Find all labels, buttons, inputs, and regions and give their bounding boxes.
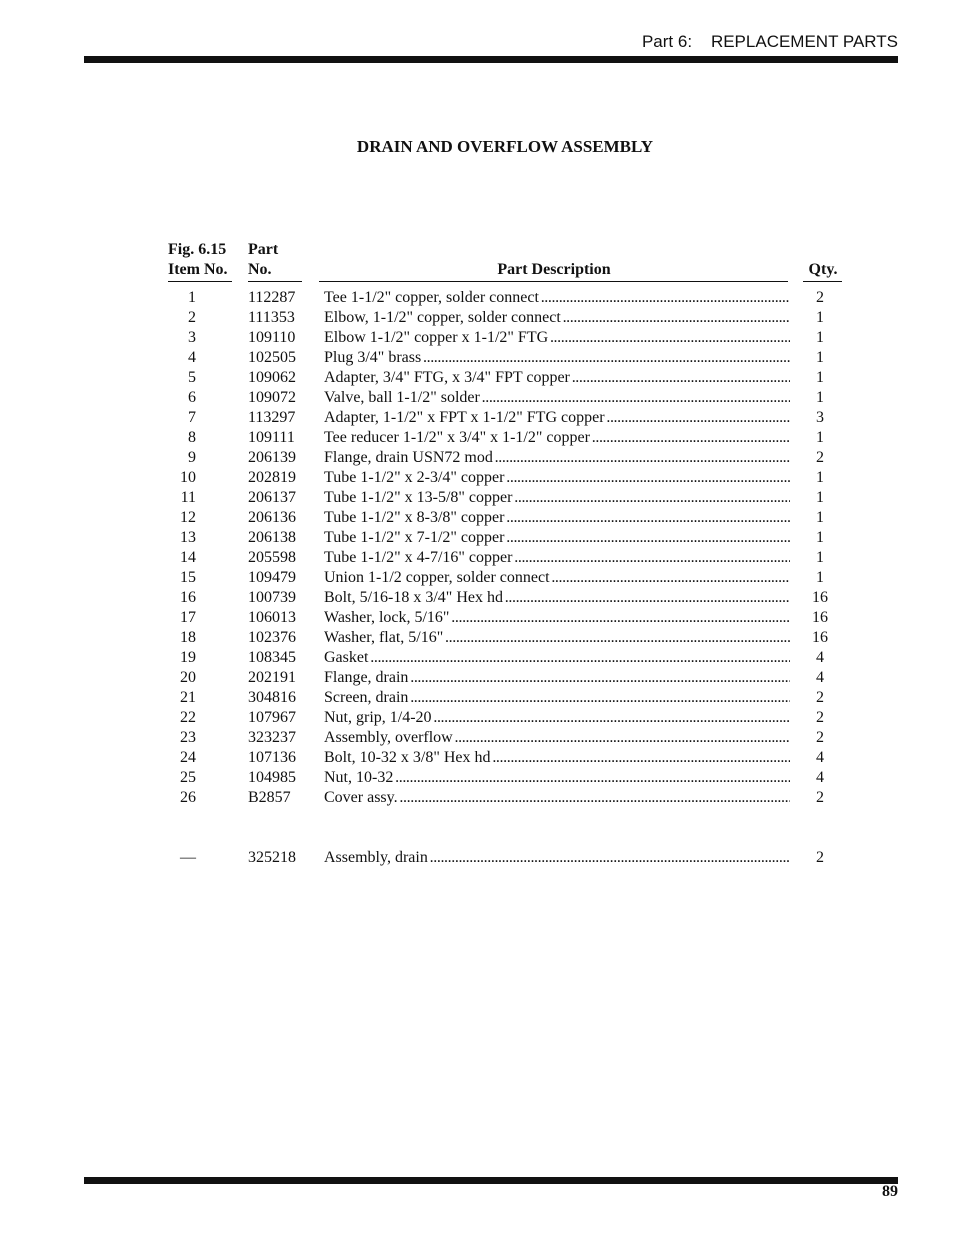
item-number: 24 — [180, 749, 196, 766]
part-header-underline — [248, 281, 302, 282]
quantity: 2 — [816, 789, 824, 806]
item-number: 3 — [188, 329, 196, 346]
item-number: 5 — [188, 369, 196, 386]
quantity: 1 — [816, 369, 824, 386]
item-number: 21 — [180, 689, 196, 706]
part-number: 109479 — [248, 569, 296, 586]
part-description: Nut, 10-32 . . . — [324, 768, 790, 788]
part-description: Tee reducer 1-1/2" x 3/4" x 1-1/2" copper . . . — [324, 428, 790, 448]
item-number: — — [180, 849, 196, 866]
table-row — [0, 368, 954, 388]
part-number: 107967 — [248, 709, 296, 726]
table-row — [0, 488, 954, 508]
part-number: 206137 — [248, 489, 296, 506]
item-number: 7 — [188, 409, 196, 426]
quantity: 1 — [816, 509, 824, 526]
part-description: Assembly, overflow . . . — [324, 728, 790, 748]
part-number: 206136 — [248, 509, 296, 526]
quantity: 1 — [816, 329, 824, 346]
table-row — [0, 328, 954, 348]
item-header-underline — [168, 281, 232, 282]
quantity: 2 — [816, 709, 824, 726]
table-row — [0, 588, 954, 608]
quantity: 16 — [812, 629, 828, 646]
table-row — [0, 628, 954, 648]
page-number: 89 — [882, 1183, 898, 1200]
part-description: Washer, lock, 5/16" . . . — [324, 608, 790, 628]
quantity: 4 — [816, 649, 824, 666]
section-header: Part 6: REPLACEMENT PARTS — [641, 32, 898, 51]
item-number: 16 — [180, 589, 196, 606]
item-number: 2 — [188, 309, 196, 326]
quantity: 2 — [816, 449, 824, 466]
table-row — [0, 728, 954, 748]
part-number: 102505 — [248, 349, 296, 366]
part-number: 325218 — [248, 849, 296, 866]
part-description: Bolt, 10-32 x 3/8" Hex hd . . . — [324, 748, 790, 768]
part-number: 102376 — [248, 629, 296, 646]
part-description: Tube 1-1/2" x 13-5/8" copper . . . — [324, 488, 790, 508]
table-row — [0, 688, 954, 708]
quantity: 4 — [816, 669, 824, 686]
quantity: 4 — [816, 749, 824, 766]
table-row-assembly — [0, 848, 954, 868]
item-number: 19 — [180, 649, 196, 666]
item-number: 10 — [180, 469, 196, 486]
quantity: 16 — [812, 589, 828, 606]
part-number: 202819 — [248, 469, 296, 486]
part-description: Elbow, 1-1/2" copper, solder connect . . . — [324, 308, 790, 328]
description-column-header: Part Description — [497, 261, 611, 278]
part-header-line2: No. — [248, 261, 272, 278]
item-number: 25 — [180, 769, 196, 786]
quantity: 1 — [816, 309, 824, 326]
part-description: Gasket . . . — [324, 648, 790, 668]
table-row — [0, 468, 954, 488]
part-description: Flange, drain . . . — [324, 668, 790, 688]
table-row — [0, 548, 954, 568]
table-row — [0, 508, 954, 528]
quantity: 4 — [816, 769, 824, 786]
item-number: 17 — [180, 609, 196, 626]
table-row — [0, 408, 954, 428]
item-number: 15 — [180, 569, 196, 586]
item-number: 22 — [180, 709, 196, 726]
part-number: 106013 — [248, 609, 296, 626]
footer-rule — [84, 1177, 898, 1184]
table-row — [0, 748, 954, 768]
table-row — [0, 288, 954, 308]
quantity: 2 — [816, 729, 824, 746]
item-number: 20 — [180, 669, 196, 686]
item-number: 12 — [180, 509, 196, 526]
part-number: 108345 — [248, 649, 296, 666]
quantity: 1 — [816, 529, 824, 546]
page-title: DRAIN AND OVERFLOW ASSEMBLY — [356, 137, 654, 156]
part-column-header — [248, 240, 278, 280]
table-row — [0, 448, 954, 468]
qty-header-underline — [803, 281, 842, 282]
part-number: 304816 — [248, 689, 296, 706]
part-description: Bolt, 5/16-18 x 3/4" Hex hd . . . — [324, 588, 790, 608]
part-description: Tube 1-1/2" x 4-7/16" copper . . . — [324, 548, 790, 568]
item-number: 6 — [188, 389, 196, 406]
part-number: B2857 — [248, 789, 291, 806]
part-number: 206138 — [248, 529, 296, 546]
part-description: Adapter, 3/4" FTG, x 3/4" FPT copper . . . — [324, 368, 790, 388]
item-number: 8 — [188, 429, 196, 446]
quantity: 3 — [816, 409, 824, 426]
part-number: 109110 — [248, 329, 296, 346]
qty-column-header: Qty. — [808, 261, 838, 278]
part-description: Nut, grip, 1/4-20 . . . — [324, 708, 790, 728]
part-description: Screen, drain . . . — [324, 688, 790, 708]
part-description: Tube 1-1/2" x 7-1/2" copper . . . — [324, 528, 790, 548]
quantity: 1 — [816, 569, 824, 586]
part-number: 205598 — [248, 549, 296, 566]
parts-table — [0, 288, 954, 868]
part-number: 202191 — [248, 669, 296, 686]
part-number: 104985 — [248, 769, 296, 786]
table-row — [0, 768, 954, 788]
part-number: 109062 — [248, 369, 296, 386]
table-row — [0, 528, 954, 548]
item-number: 1 — [188, 289, 196, 306]
part-description: Adapter, 1-1/2" x FPT x 1-1/2" FTG copper . . . — [324, 408, 790, 428]
part-description: Cover assy. . . . — [324, 788, 790, 808]
part-number: 111353 — [248, 309, 295, 326]
part-description: Washer, flat, 5/16" . . . — [324, 628, 790, 648]
table-row — [0, 668, 954, 688]
quantity: 16 — [812, 609, 828, 626]
quantity: 2 — [816, 849, 824, 866]
part-number: 112287 — [248, 289, 296, 306]
part-number: 100739 — [248, 589, 296, 606]
description-header-underline — [319, 281, 788, 282]
table-row — [0, 648, 954, 668]
quantity: 1 — [816, 429, 824, 446]
table-row — [0, 388, 954, 408]
item-number: 9 — [188, 449, 196, 466]
item-number: 26 — [180, 789, 196, 806]
part-header-line1: Part — [248, 241, 279, 258]
part-number: 323237 — [248, 729, 296, 746]
part-description: Tube 1-1/2" x 2-3/4" copper . . . — [324, 468, 790, 488]
item-header-line1: Fig. 6.15 — [168, 241, 227, 258]
table-row — [0, 708, 954, 728]
table-row — [0, 348, 954, 368]
part-description: Assembly, drain . . . — [324, 848, 790, 868]
table-row — [0, 788, 954, 808]
part-number: 109072 — [248, 389, 296, 406]
item-column-header — [168, 240, 228, 280]
part-description: Plug 3/4" brass . . . — [324, 348, 790, 368]
table-row — [0, 308, 954, 328]
item-number: 4 — [188, 349, 196, 366]
part-description: Tube 1-1/2" x 8-3/8" copper . . . — [324, 508, 790, 528]
part-description: Elbow 1-1/2" copper x 1-1/2" FTG . . . — [324, 328, 790, 348]
part-number: 113297 — [248, 409, 296, 426]
quantity: 2 — [816, 689, 824, 706]
table-row — [0, 428, 954, 448]
item-number: 11 — [180, 489, 196, 506]
quantity: 1 — [816, 549, 824, 566]
table-row — [0, 608, 954, 628]
item-number: 14 — [180, 549, 196, 566]
item-number: 13 — [180, 529, 196, 546]
quantity: 1 — [816, 469, 824, 486]
part-description: Valve, ball 1-1/2" solder . . . — [324, 388, 790, 408]
quantity: 1 — [816, 349, 824, 366]
item-number: 18 — [180, 629, 196, 646]
quantity: 1 — [816, 389, 824, 406]
quantity: 1 — [816, 489, 824, 506]
part-number: 109111 — [248, 429, 295, 446]
part-description: Flange, drain USN72 mod . . . — [324, 448, 790, 468]
quantity: 2 — [816, 289, 824, 306]
header-rule — [84, 56, 898, 63]
part-description: Tee 1-1/2" copper, solder connect . . . — [324, 288, 790, 308]
item-number: 23 — [180, 729, 196, 746]
part-description: Union 1-1/2 copper, solder connect . . . — [324, 568, 790, 588]
item-header-line2: Item No. — [168, 261, 228, 278]
part-number: 107136 — [248, 749, 296, 766]
table-row — [0, 568, 954, 588]
part-number: 206139 — [248, 449, 296, 466]
